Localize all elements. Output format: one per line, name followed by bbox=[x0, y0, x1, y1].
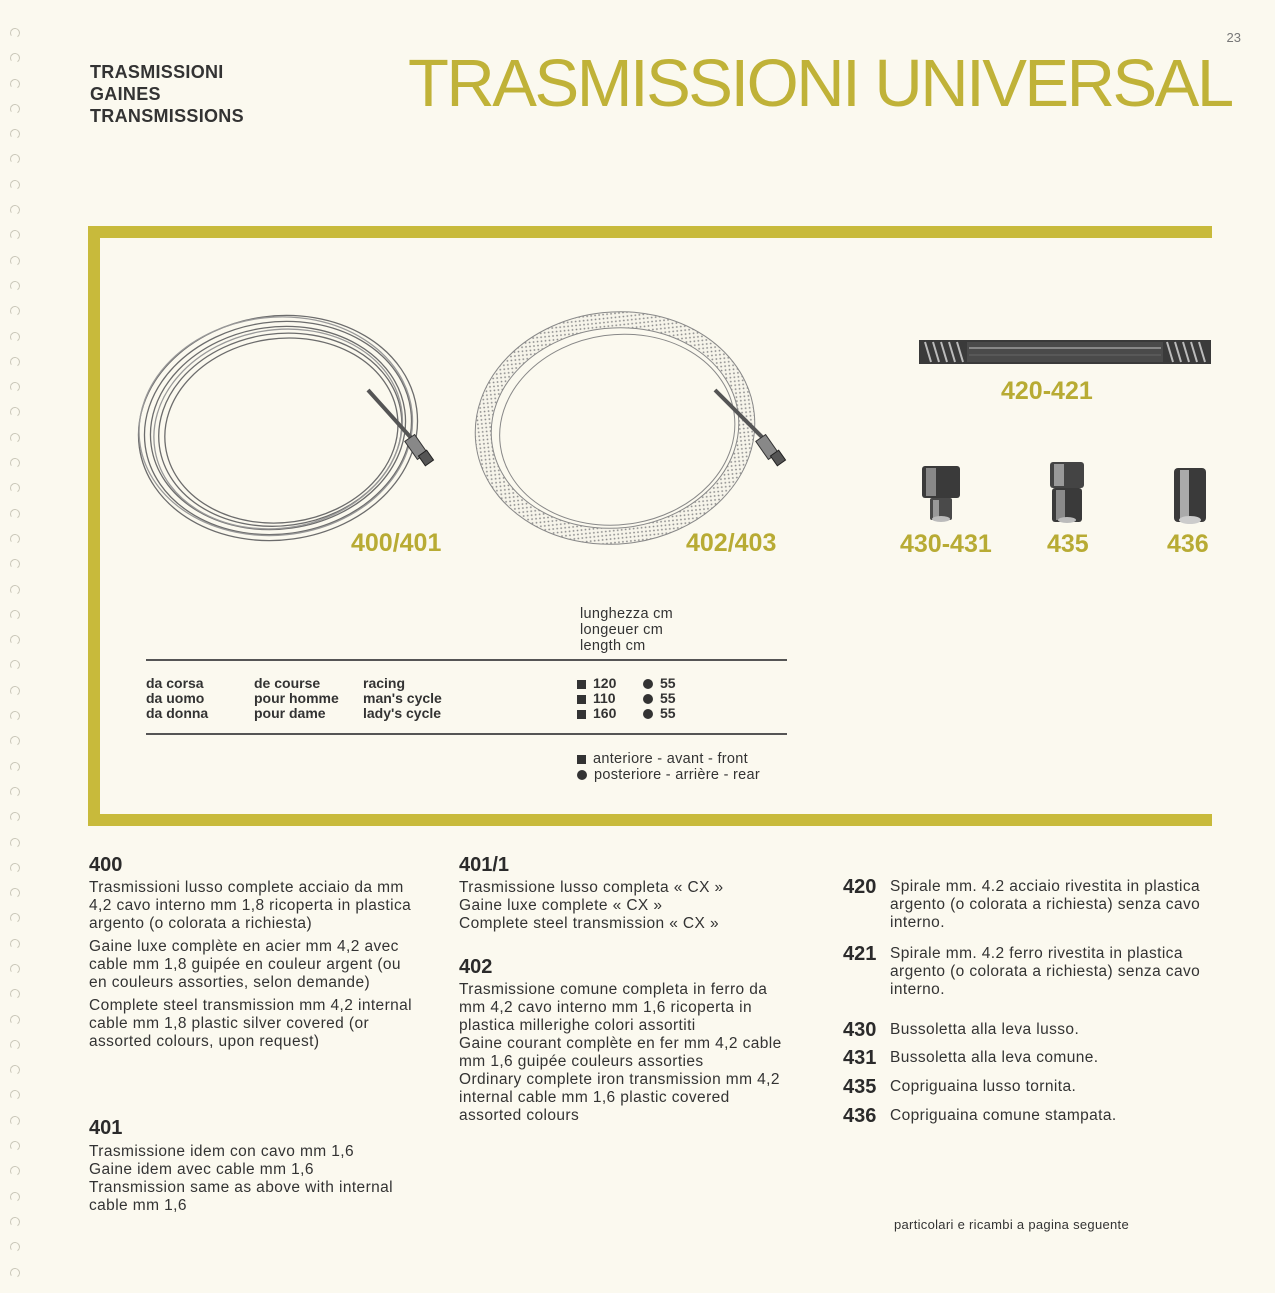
part-code: 435 bbox=[843, 1076, 877, 1098]
table-row-en: man's cycle bbox=[363, 690, 442, 706]
cap-436-image bbox=[1170, 466, 1210, 526]
category-heading-it: TRASMISSIONI bbox=[90, 62, 224, 82]
code-401-1: 401/1 bbox=[459, 854, 510, 876]
part-text: Bussoletta alla leva comune. bbox=[890, 1049, 1099, 1066]
front-length-value: 110 bbox=[593, 690, 616, 706]
product-label-402-403: 402/403 bbox=[686, 529, 777, 557]
part-code: 420 bbox=[843, 876, 877, 898]
spiral-sleeve-420-image bbox=[917, 336, 1213, 370]
part-code: 421 bbox=[843, 943, 877, 965]
description-400-fr: Gaine luxe complète en acier mm 4,2 avec cable mm 1,8 guipée en couleur argent (ou en couleurs assorties, selon demande) bbox=[89, 938, 401, 991]
table-row-en: lady's cycle bbox=[363, 705, 442, 721]
product-label-420-421: 420-421 bbox=[1001, 377, 1093, 405]
category-heading bbox=[90, 61, 244, 127]
length-header bbox=[580, 606, 673, 654]
ferrule-430-image bbox=[918, 464, 964, 524]
description-401 bbox=[89, 1143, 414, 1215]
coiled-cable-400-image bbox=[128, 300, 448, 560]
front-square-icon bbox=[577, 710, 586, 719]
length-table-col-it bbox=[146, 676, 208, 721]
length-table-col-en bbox=[363, 676, 442, 721]
part-code: 436 bbox=[843, 1105, 877, 1127]
description-402-it: Trasmissione comune completa in ferro da mm 4,2 cavo interno mm 1,6 ricoperta in plastica millerighe colori assortiti bbox=[459, 981, 768, 1034]
table-bottom-rule bbox=[146, 733, 787, 735]
front-square-icon bbox=[577, 680, 586, 689]
rear-dot-icon bbox=[643, 709, 653, 719]
legend-rear: posteriore - arrière - rear bbox=[594, 767, 761, 783]
code-400: 400 bbox=[89, 854, 123, 876]
description-401-1-en: Complete steel transmission « CX » bbox=[459, 915, 719, 932]
cap-435-image bbox=[1044, 460, 1090, 526]
coiled-cable-402-image bbox=[465, 300, 805, 560]
legend bbox=[577, 751, 760, 783]
code-402: 402 bbox=[459, 956, 493, 978]
description-401-1 bbox=[459, 879, 789, 933]
description-401-it: Trasmissione idem con cavo mm 1,6 bbox=[89, 1143, 355, 1160]
rear-dot-icon bbox=[643, 694, 653, 704]
part-text: Bussoletta alla leva lusso. bbox=[890, 1021, 1080, 1038]
product-label-430-431: 430-431 bbox=[900, 530, 992, 558]
legend-front: anteriore - avant - front bbox=[593, 751, 748, 767]
rear-length-value: 55 bbox=[660, 705, 676, 721]
front-length-value: 160 bbox=[593, 705, 617, 721]
description-400-it: Trasmissioni lusso complete acciaio da mm 4,2 cavo interno mm 1,8 ricoperta in plastica argento (o colorata a richiesta) bbox=[89, 879, 412, 932]
description-401-1-it: Trasmissione lusso completa « CX » bbox=[459, 879, 724, 896]
rear-dot-icon bbox=[643, 679, 653, 689]
length-table-col-front bbox=[577, 676, 616, 721]
part-code: 431 bbox=[843, 1047, 877, 1069]
description-400-en: Complete steel transmission mm 4,2 internal cable mm 1,8 plastic silver covered (or assorted colours, upon request) bbox=[89, 997, 413, 1050]
front-square-icon bbox=[577, 695, 586, 704]
binding-holes bbox=[10, 28, 24, 1293]
product-label-400-401: 400/401 bbox=[351, 529, 442, 557]
product-label-436: 436 bbox=[1167, 530, 1209, 558]
table-row-it: da donna bbox=[146, 705, 209, 721]
code-401: 401 bbox=[89, 1117, 123, 1139]
product-label-435: 435 bbox=[1047, 530, 1089, 558]
front-square-icon bbox=[577, 755, 586, 764]
table-row-en: racing bbox=[363, 675, 406, 691]
part-text: Spirale mm. 4.2 ferro rivestita in plastica argento (o colorata a richiesta) senza cavo interno. bbox=[890, 945, 1201, 998]
description-401-en: Transmission same as above with internal cable mm 1,6 bbox=[89, 1179, 394, 1214]
description-400 bbox=[89, 879, 414, 1056]
length-header-it: lunghezza cm bbox=[580, 606, 674, 622]
length-table-col-rear bbox=[643, 676, 676, 721]
category-heading-en: TRANSMISSIONS bbox=[90, 106, 244, 126]
table-row-fr: de course bbox=[254, 675, 321, 691]
part-text: Copriguaina comune stampata. bbox=[890, 1107, 1117, 1124]
category-heading-fr: GAINES bbox=[90, 84, 161, 104]
table-row-fr: pour homme bbox=[254, 690, 339, 706]
description-402-en: Ordinary complete iron transmission mm 4,2 internal cable mm 1,6 plastic covered assorted colours bbox=[459, 1071, 780, 1124]
part-code: 430 bbox=[843, 1019, 877, 1041]
footer-note: particolari e ricambi a pagina seguente bbox=[894, 1217, 1129, 1232]
length-header-fr: longeuer cm bbox=[580, 622, 664, 638]
length-header-en: length cm bbox=[580, 638, 646, 654]
description-402-fr: Gaine courant complète en fer mm 4,2 cable mm 1,6 guipée couleurs assorties bbox=[459, 1035, 782, 1070]
table-row-it: da corsa bbox=[146, 675, 204, 691]
rear-dot-icon bbox=[577, 770, 587, 780]
front-length-value: 120 bbox=[593, 675, 617, 691]
rear-length-value: 55 bbox=[660, 690, 676, 706]
table-row-fr: pour dame bbox=[254, 705, 326, 721]
page-number: 23 bbox=[1226, 30, 1241, 45]
table-top-rule bbox=[146, 659, 787, 661]
description-401-fr: Gaine idem avec cable mm 1,6 bbox=[89, 1161, 314, 1178]
part-text: Spirale mm. 4.2 acciaio rivestita in plastica argento (o colorata a richiesta) senza cavo interno. bbox=[890, 878, 1201, 931]
rear-length-value: 55 bbox=[660, 675, 676, 691]
part-text: Copriguaina lusso tornita. bbox=[890, 1078, 1077, 1095]
description-402 bbox=[459, 981, 786, 1125]
page-title: TRASMISSIONI UNIVERSAL bbox=[408, 46, 1232, 121]
length-table-col-fr bbox=[254, 676, 339, 721]
table-row-it: da uomo bbox=[146, 690, 205, 706]
description-401-1-fr: Gaine luxe complete « CX » bbox=[459, 897, 663, 914]
